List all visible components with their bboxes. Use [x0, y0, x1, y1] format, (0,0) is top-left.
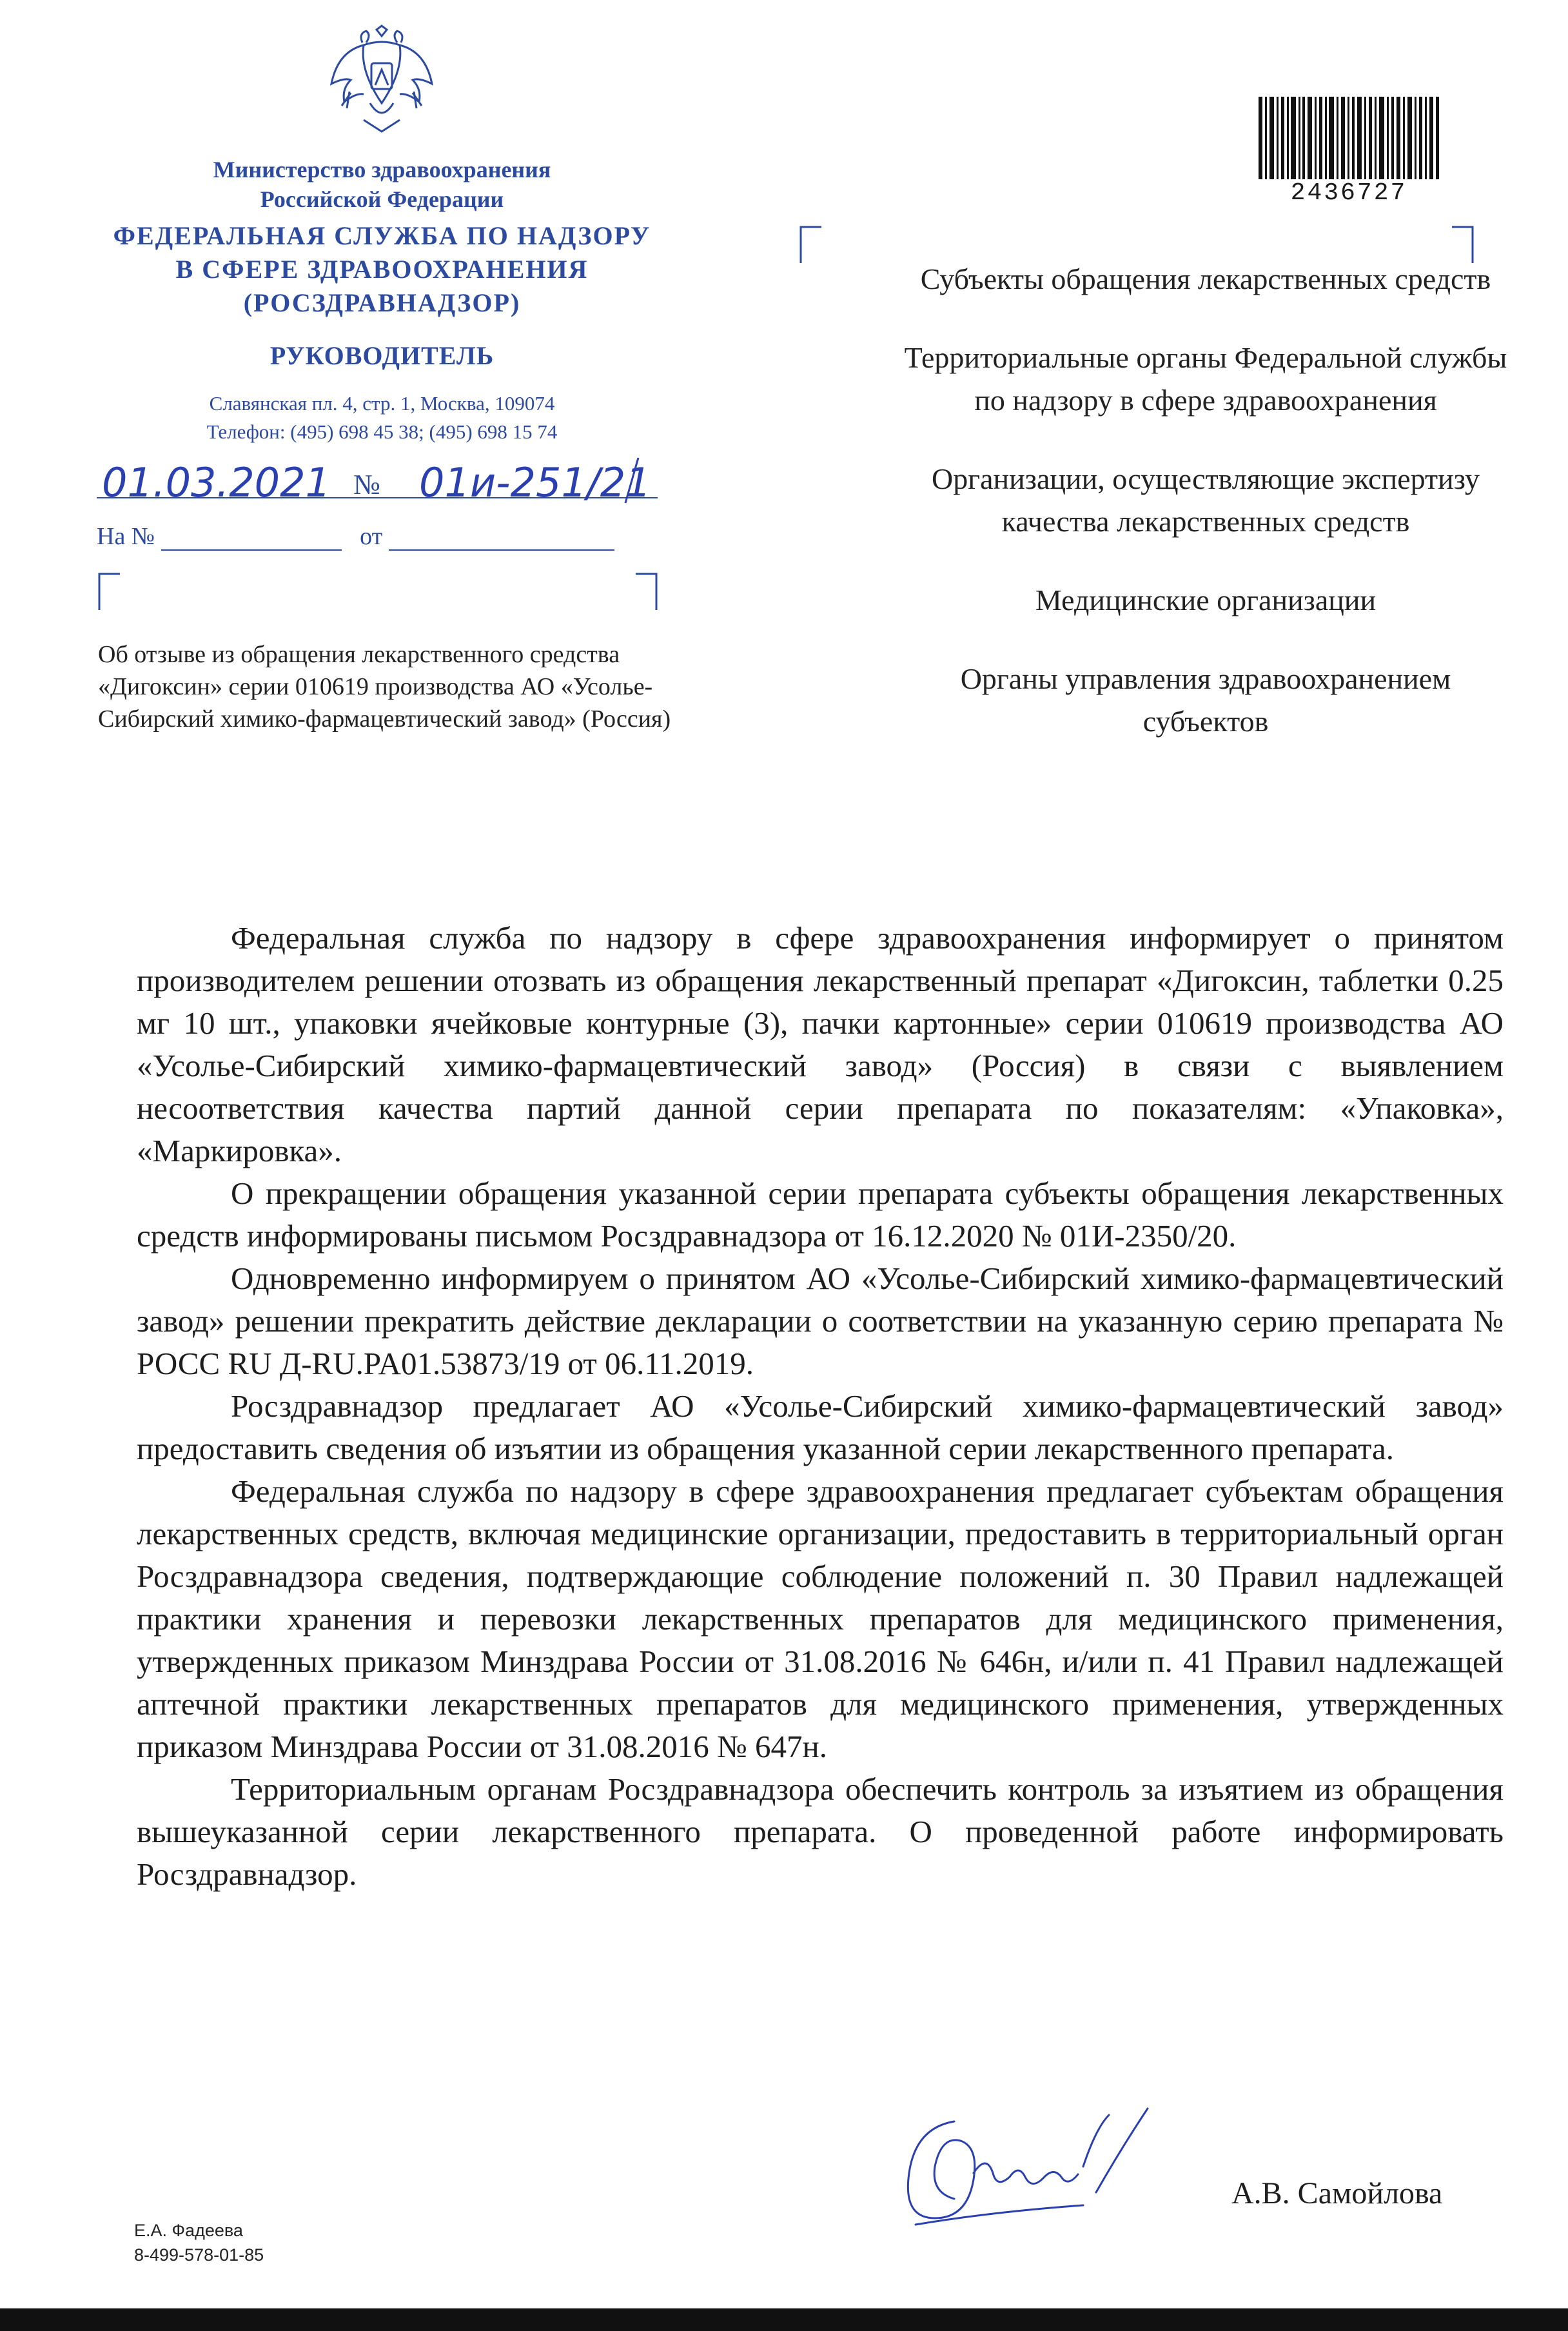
letter-body: [137, 917, 1504, 1896]
service-line: ФЕДЕРАЛЬНАЯ СЛУЖБА ПО НАДЗОРУ: [113, 221, 651, 250]
reply-number-blank: [161, 549, 342, 551]
body-paragraph: Федеральная служба по надзору в сфере здравоохранения предлагает субъектам обращения лекарственных средств, включая медицинские организации, предоставить в территориальный орган Росздравнадзора сведения, подтверждающие соблюдение положений п. 30 Правил надлежащей практики хранения и перевозки лекарственных препаратов для медицинского применения, утвержденных приказом Минздрава России от 31.08.2016 № 646н, и/или п. 41 Правил надлежащей аптечной практики лекарственных препаратов для медицинского применения, утвержденных приказом Минздрава России от 31.08.2016 № 647н.: [137, 1473, 1504, 1764]
addressee-item: Субъекты обращения лекарственных средств: [920, 262, 1491, 295]
body-paragraph: О прекращении обращения указанной серии препарата субъекты обращения лекарственных средств информированы письмом Росздравнадзора от 16.12.2020 № 01И-2350/20.: [137, 1175, 1504, 1254]
body-paragraph: Одновременно информируем о принятом АО «Усолье-Сибирский химико-фармацевтический завод» решении прекратить действие декларации о соответствии на указанную серию препарата № РОСС RU Д-RU.PA01.53873/19 от 06.11.2019.: [137, 1261, 1504, 1381]
reply-from: от: [360, 523, 383, 550]
corner-bracket-right: [634, 573, 658, 611]
addressee-list: [896, 258, 1515, 779]
barcode-icon: [1259, 97, 1439, 179]
body-paragraph: Федеральная служба по надзору в сфере здравоохранения информирует о принятом производителем решении отозвать из обращения лекарственный препарат «Дигоксин, таблетки 0.25 мг 10 шт., упаковки ячейковые контурные (3), пачки картонные» серии 010619 производства АО «Усолье-Сибирский химико-фармацевтический завод» (Россия) в связи с выявлением несоответствия качества партий данной серии препарата по показателям: «Упаковка», «Маркировка».: [137, 920, 1504, 1168]
russian-coat-of-arms-icon: [325, 23, 438, 137]
registration-date: 01.03.2021: [102, 459, 331, 506]
ministry-line: Российской Федерации: [260, 186, 504, 212]
ministry-line: Министерство здравоохранения: [213, 157, 551, 182]
ministry-name: [77, 155, 687, 214]
reply-date-blank: [389, 549, 614, 551]
executor-block: [134, 2218, 264, 2267]
letter-subject: Об отзыве из обращения лекарственного средства «Дигоксин» серии 010619 производства АО «Усолье-Сибирский химико-фармацевтический завод» (Россия): [98, 641, 671, 733]
addressee-item: Территориальные органы Федеральной службы по надзору в сфере здравоохранения: [904, 341, 1507, 417]
corner-bracket-addressee-left: [799, 226, 823, 264]
executor-name: Е.А. Фадеева: [134, 2221, 243, 2240]
address-line: Славянская пл. 4, стр. 1, Москва, 109074: [209, 392, 555, 415]
body-paragraph: Росздравнадзор предлагает АО «Усолье-Сибирский химико-фармацевтический завод» предоставить сведения об изъятии из обращения указанной серии лекарственного препарата.: [137, 1388, 1504, 1466]
phone-line: Телефон: (495) 698 45 38; (495) 698 15 74: [206, 420, 558, 443]
addressee-item: Организации, осуществляющие экспертизу качества лекарственных средств: [932, 462, 1480, 538]
reply-reference: [97, 522, 614, 551]
number-sign: №: [353, 469, 380, 500]
addressee-item: Медицинские организации: [1035, 584, 1377, 616]
reply-prefix: На №: [97, 523, 155, 550]
head-title: РУКОВОДИТЕЛЬ: [270, 341, 495, 370]
registration-number: 01и-251/21: [419, 459, 651, 506]
addressee-item: Органы управления здравоохранением субъектов: [960, 662, 1451, 738]
barcode-number: 2436727: [1290, 179, 1407, 207]
service-name: [71, 219, 693, 320]
handwritten-signature: [877, 2096, 1186, 2250]
address-block: [71, 389, 693, 446]
signer-name: А.В. Самойлова: [1231, 2176, 1443, 2210]
corner-bracket-left: [98, 573, 121, 611]
service-line: (РОСЗДРАВНАДЗОР): [243, 288, 521, 317]
service-line: В СФЕРЕ ЗДРАВООХРАНЕНИЯ: [175, 255, 589, 284]
body-paragraph: Территориальным органам Росздравнадзора обеспечить контроль за изъятием из обращения вышеуказанной серии лекарственного препарата. О проведенной работе информировать Росздравнадзор.: [137, 1771, 1504, 1892]
executor-phone: 8-499-578-01-85: [134, 2245, 264, 2265]
scan-edge: [0, 2308, 1568, 2331]
